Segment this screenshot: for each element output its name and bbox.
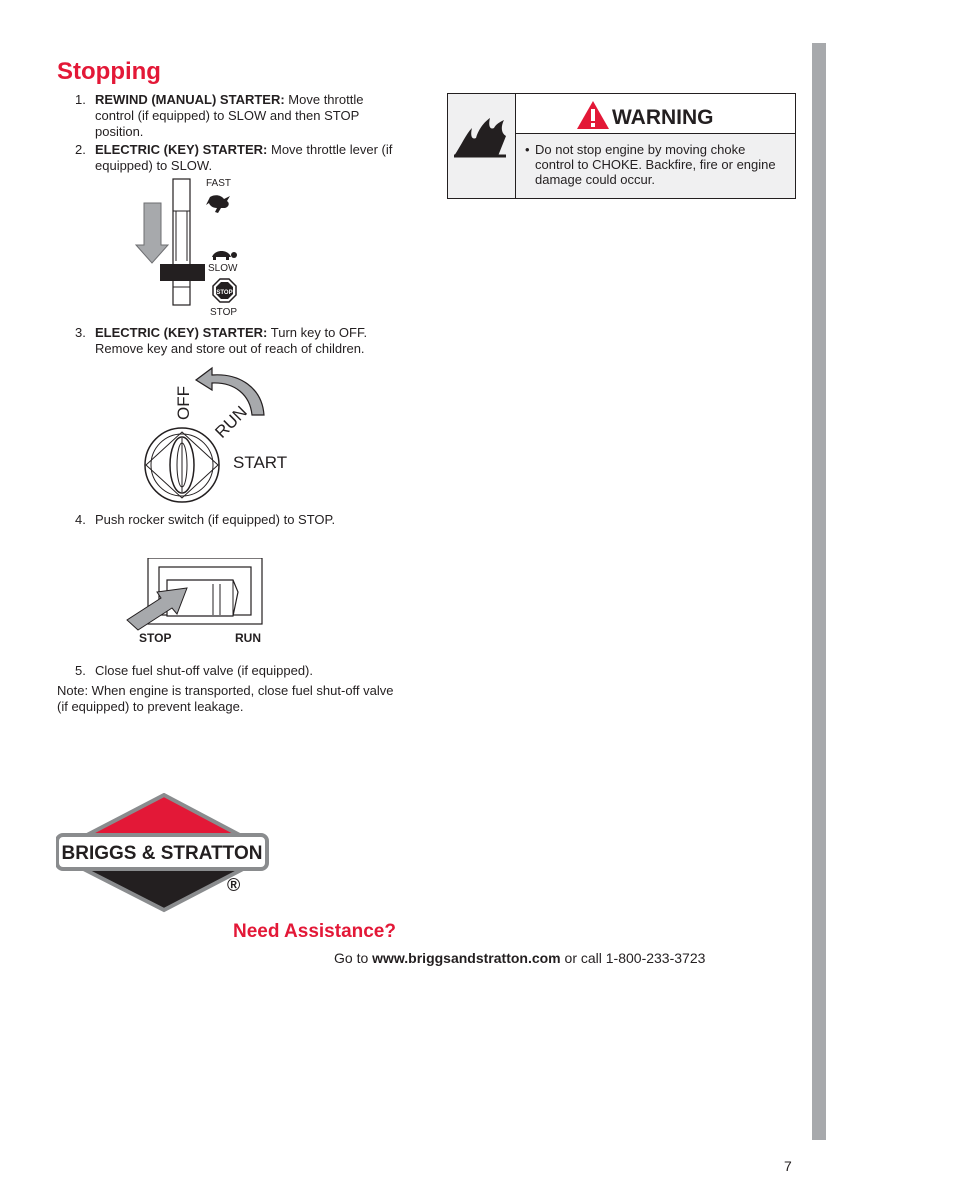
stop-label: STOP bbox=[210, 307, 238, 318]
step-3 bbox=[57, 325, 397, 357]
assistance-phone: or call 1-800-233-3723 bbox=[560, 950, 706, 966]
step-body bbox=[95, 512, 397, 528]
step-5 bbox=[57, 663, 397, 679]
step-heading: ELECTRIC (KEY) STARTER: bbox=[95, 325, 268, 340]
transport-note: Note: When engine is transported, close fuel shut-off valve (if equipped) to prevent leakage. bbox=[57, 683, 394, 714]
step-heading: ELECTRIC (KEY) STARTER: bbox=[95, 142, 268, 157]
step-number: 4. bbox=[75, 512, 86, 527]
step-number: 2. bbox=[75, 142, 86, 157]
step-text: Close fuel shut-off valve (if equipped). bbox=[95, 663, 313, 678]
warning-triangle-icon bbox=[576, 100, 610, 130]
key-switch-figure bbox=[140, 360, 300, 510]
off-label: OFF bbox=[174, 386, 193, 420]
step-heading: REWIND (MANUAL) STARTER: bbox=[95, 92, 285, 107]
start-label: START bbox=[233, 453, 288, 472]
throttle-figure bbox=[130, 175, 255, 320]
curved-arrow-icon bbox=[196, 368, 264, 415]
fast-label: FAST bbox=[206, 178, 232, 189]
step-number: 3. bbox=[75, 325, 86, 340]
bullet-icon: • bbox=[525, 142, 530, 157]
page-title: Stopping bbox=[57, 58, 161, 85]
rocker-stop-label: STOP bbox=[139, 631, 172, 645]
step-body bbox=[95, 325, 397, 357]
turtle-icon bbox=[212, 251, 237, 260]
fire-icon bbox=[448, 94, 515, 198]
logo-text: BRIGGS & STRATTON bbox=[61, 843, 263, 864]
warning-box bbox=[447, 93, 796, 199]
assistance-contact bbox=[334, 950, 705, 966]
stop-sign-icon bbox=[213, 279, 236, 302]
ignition-key-icon bbox=[145, 428, 219, 502]
run-label: RUN bbox=[211, 402, 251, 442]
assistance-title: Need Assistance? bbox=[233, 921, 396, 942]
registered-mark: ® bbox=[227, 875, 241, 895]
step-text: Move throttle lever (if equipped) to SLOW. bbox=[95, 142, 393, 173]
step-body bbox=[95, 142, 397, 174]
page-side-bar bbox=[812, 43, 826, 1140]
warning-text: Do not stop engine by moving choke control to CHOKE. Backfire, fire or engine damage could occur. bbox=[535, 142, 776, 187]
step-text: Push rocker switch (if equipped) to STOP. bbox=[95, 512, 336, 527]
step-2 bbox=[57, 142, 397, 174]
rocker-run-label: RUN bbox=[235, 631, 261, 645]
warning-header bbox=[516, 94, 795, 134]
step-4 bbox=[57, 512, 397, 528]
rabbit-icon bbox=[206, 195, 230, 213]
step-number: 1. bbox=[75, 92, 86, 107]
step-body bbox=[95, 663, 397, 679]
step-number: 5. bbox=[75, 663, 86, 678]
stop-sign-text: STOP bbox=[216, 290, 233, 296]
page-number: 7 bbox=[784, 1158, 792, 1174]
warning-title: WARNING bbox=[612, 106, 714, 129]
step-text: Turn key to OFF. Remove key and store out of reach of children. bbox=[95, 325, 368, 356]
rocker-switch-figure bbox=[125, 558, 275, 648]
step-1 bbox=[57, 92, 397, 140]
assistance-prefix: Go to bbox=[334, 950, 373, 966]
warning-icon-cell bbox=[448, 94, 516, 198]
step-text: Move throttle control (if equipped) to SLOW and then STOP position. bbox=[95, 92, 364, 139]
warning-message bbox=[525, 142, 787, 187]
assistance-url-link[interactable]: www.briggsandstratton.com bbox=[372, 950, 561, 966]
briggs-stratton-logo bbox=[56, 793, 271, 918]
slow-label: SLOW bbox=[208, 263, 238, 274]
step-body bbox=[95, 92, 397, 140]
